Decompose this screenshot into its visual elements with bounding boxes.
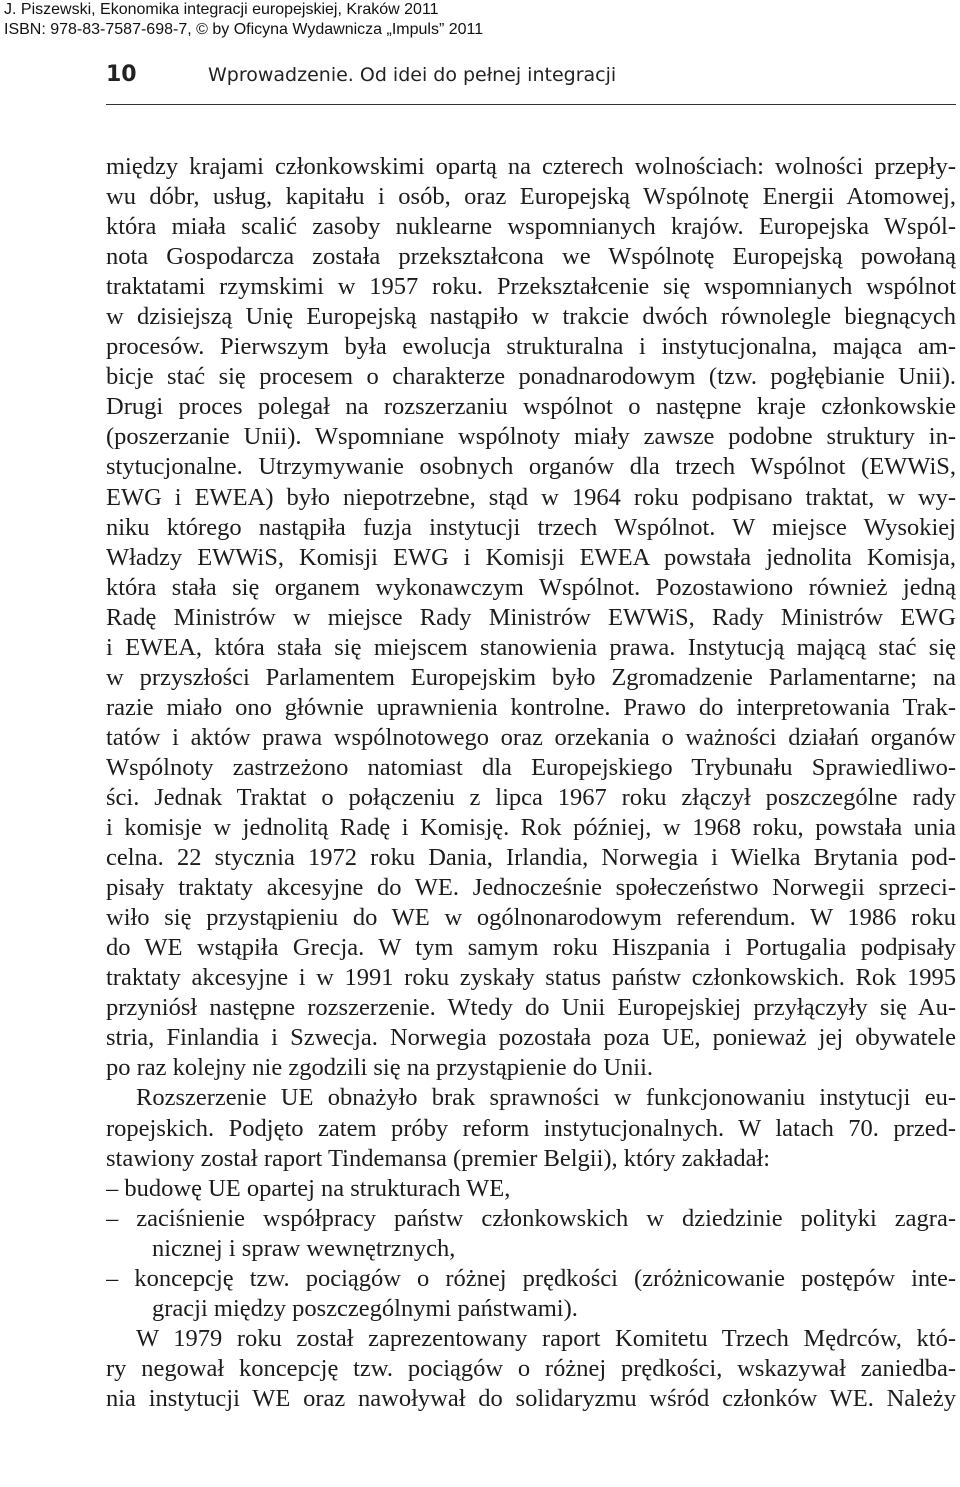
text-line: traktaty akcesyjne i w 1991 roku zyskały status państw członkowskich. Rok 1995	[106, 964, 956, 992]
running-head	[106, 62, 956, 87]
list-item: – zaciśnienie współpracy państw członkowskich w dziedzinie polityki zagra-	[106, 1204, 956, 1232]
citation-line-2: ISBN: 978-83-7587-698-7, © by Oficyna Wydawnicza „Impuls” 2011	[4, 21, 484, 38]
text-line: W 1979 roku został zaprezentowany raport Komitetu Trzech Mędrców, któ-	[136, 1324, 956, 1352]
citation-line-1: J. Piszewski, Ekonomika integracji europejskiej, Kraków 2011	[4, 1, 439, 18]
text-line: w przyszłości Parlamentem Europejskim było Zgromadzenie Parlamentarne; na	[106, 663, 956, 691]
text-line: między krajami członkowskimi opartą na czterech wolnościach: wolności przepły-	[106, 153, 956, 180]
text-line: EWG i EWEA) było niepotrzebne, stąd w 1964 roku podpisano traktat, w wy-	[106, 483, 956, 511]
text-line: w dzisiejszą Unię Europejską nastąpiło w trakcie dwóch równolegle biegnących	[106, 303, 956, 331]
text-line: Radę Ministrów w miejsce Rady Ministrów EWWiS, Rady Ministrów EWG	[106, 603, 956, 631]
list-item-continuation: nicznej i spraw wewnętrznych,	[152, 1234, 456, 1262]
text-line: Wspólnoty zastrzeżono natomiast dla Europejskiego Trybunału Sprawiedliwo-	[106, 753, 956, 781]
text-line: Rozszerzenie UE obnażyło brak sprawności w funkcjonowaniu instytucji eu-	[136, 1084, 956, 1112]
text-line: stawiony został raport Tindemansa (premier Belgii), który zakładał:	[106, 1144, 771, 1172]
text-line: wu dóbr, usług, kapitału i osób, oraz Europejską Wspólnotę Energii Atomowej,	[106, 183, 956, 211]
text-line: i komisje w jednolitą Radę i Komisję. Rok później, w 1968 roku, powstała unia	[106, 814, 956, 842]
list-item-continuation: gracji między poszczególnymi państwami).	[152, 1294, 578, 1322]
text-line: i EWEA, która stała się miejscem stanowienia prawa. Instytucją mającą stać się	[106, 633, 956, 661]
text-line: stria, Finlandia i Szwecja. Norwegia pozostała poza UE, ponieważ jej obywatele	[106, 1024, 956, 1052]
list-item: – budowę UE opartej na strukturach WE,	[106, 1174, 511, 1202]
text-line: która miała scalić zasoby nuklearne wspomnianych krajów. Europejska Wspól-	[106, 213, 956, 241]
text-line: wiło się przystąpieniu do WE w ogólnonarodowym referendum. W 1986 roku	[106, 904, 956, 932]
body-text	[106, 152, 956, 1414]
text-line: nia instytucji WE oraz nawoływał do solidaryzmu wśród członków WE. Należy	[106, 1384, 956, 1412]
text-line: (poszerzanie Unii). Wspomniane wspólnoty miały zawsze podobne struktury in-	[106, 423, 956, 451]
text-line: do WE wstąpiła Grecja. W tym samym roku Hiszpania i Portugalia podpisały	[106, 934, 956, 962]
chapter-title: Wprowadzenie. Od idei do pełnej integracji	[208, 64, 617, 86]
page-number: 10	[106, 62, 137, 87]
text-line: razie miało ono głównie uprawnienia kontrolne. Prawo do interpretowania Trak-	[106, 693, 956, 721]
text-line: celna. 22 stycznia 1972 roku Dania, Irlandia, Norwegia i Wielka Brytania pod-	[106, 844, 956, 872]
text-line: po raz kolejny nie zgodzili się na przystąpienie do Unii.	[106, 1054, 654, 1082]
text-line: traktatami rzymskimi w 1957 roku. Przekształcenie się wspomnianych wspólnot	[106, 273, 956, 301]
text-line: nota Gospodarcza została przekształcona we Wspólnotę Europejską powołaną	[106, 243, 956, 271]
text-line: pisały traktaty akcesyjne do WE. Jednocześnie społeczeństwo Norwegii sprzeci-	[106, 874, 956, 902]
text-line: stytucjonalne. Utrzymywanie osobnych organów dla trzech Wspólnot (EWWiS,	[106, 453, 956, 481]
text-line: przyniósł następne rozszerzenie. Wtedy do Unii Europejskiej przyłączyły się Au-	[106, 994, 956, 1022]
text-line: Drugi proces polegał na rozszerzaniu wspólnot o następne kraje członkowskie	[106, 393, 956, 421]
text-line: niku którego nastąpiła fuzja instytucji trzech Wspólnot. W miejsce Wysokiej	[106, 513, 956, 541]
text-line: Władzy EWWiS, Komisji EWG i Komisji EWEA powstała jednolita Komisja,	[106, 543, 956, 571]
text-line: ry negował koncepcję tzw. pociągów o różnej prędkości, wskazywał zaniedba-	[106, 1354, 956, 1382]
text-line: ropejskich. Podjęto zatem próby reform instytucjonalnych. W latach 70. przed-	[106, 1114, 956, 1142]
list-item: – koncepcję tzw. pociągów o różnej prędkości (zróżnicowanie postępów inte-	[106, 1264, 956, 1292]
text-line: bicje stać się procesem o charakterze ponadnarodowym (tzw. pogłębianie Unii).	[106, 363, 956, 391]
citation-header	[4, 0, 944, 40]
text-line: tatów i aktów prawa wspólnotowego oraz orzekania o ważności działań organów	[106, 723, 956, 751]
text-line: procesów. Pierwszym była ewolucja strukturalna i instytucjonalna, mająca am-	[106, 333, 956, 361]
text-line: ści. Jednak Traktat o połączeniu z lipca 1967 roku złączył poszczególne rady	[106, 783, 956, 811]
header-rule	[106, 104, 956, 105]
text-line: która stała się organem wykonawczym Wspólnot. Pozostawiono również jedną	[106, 573, 956, 601]
